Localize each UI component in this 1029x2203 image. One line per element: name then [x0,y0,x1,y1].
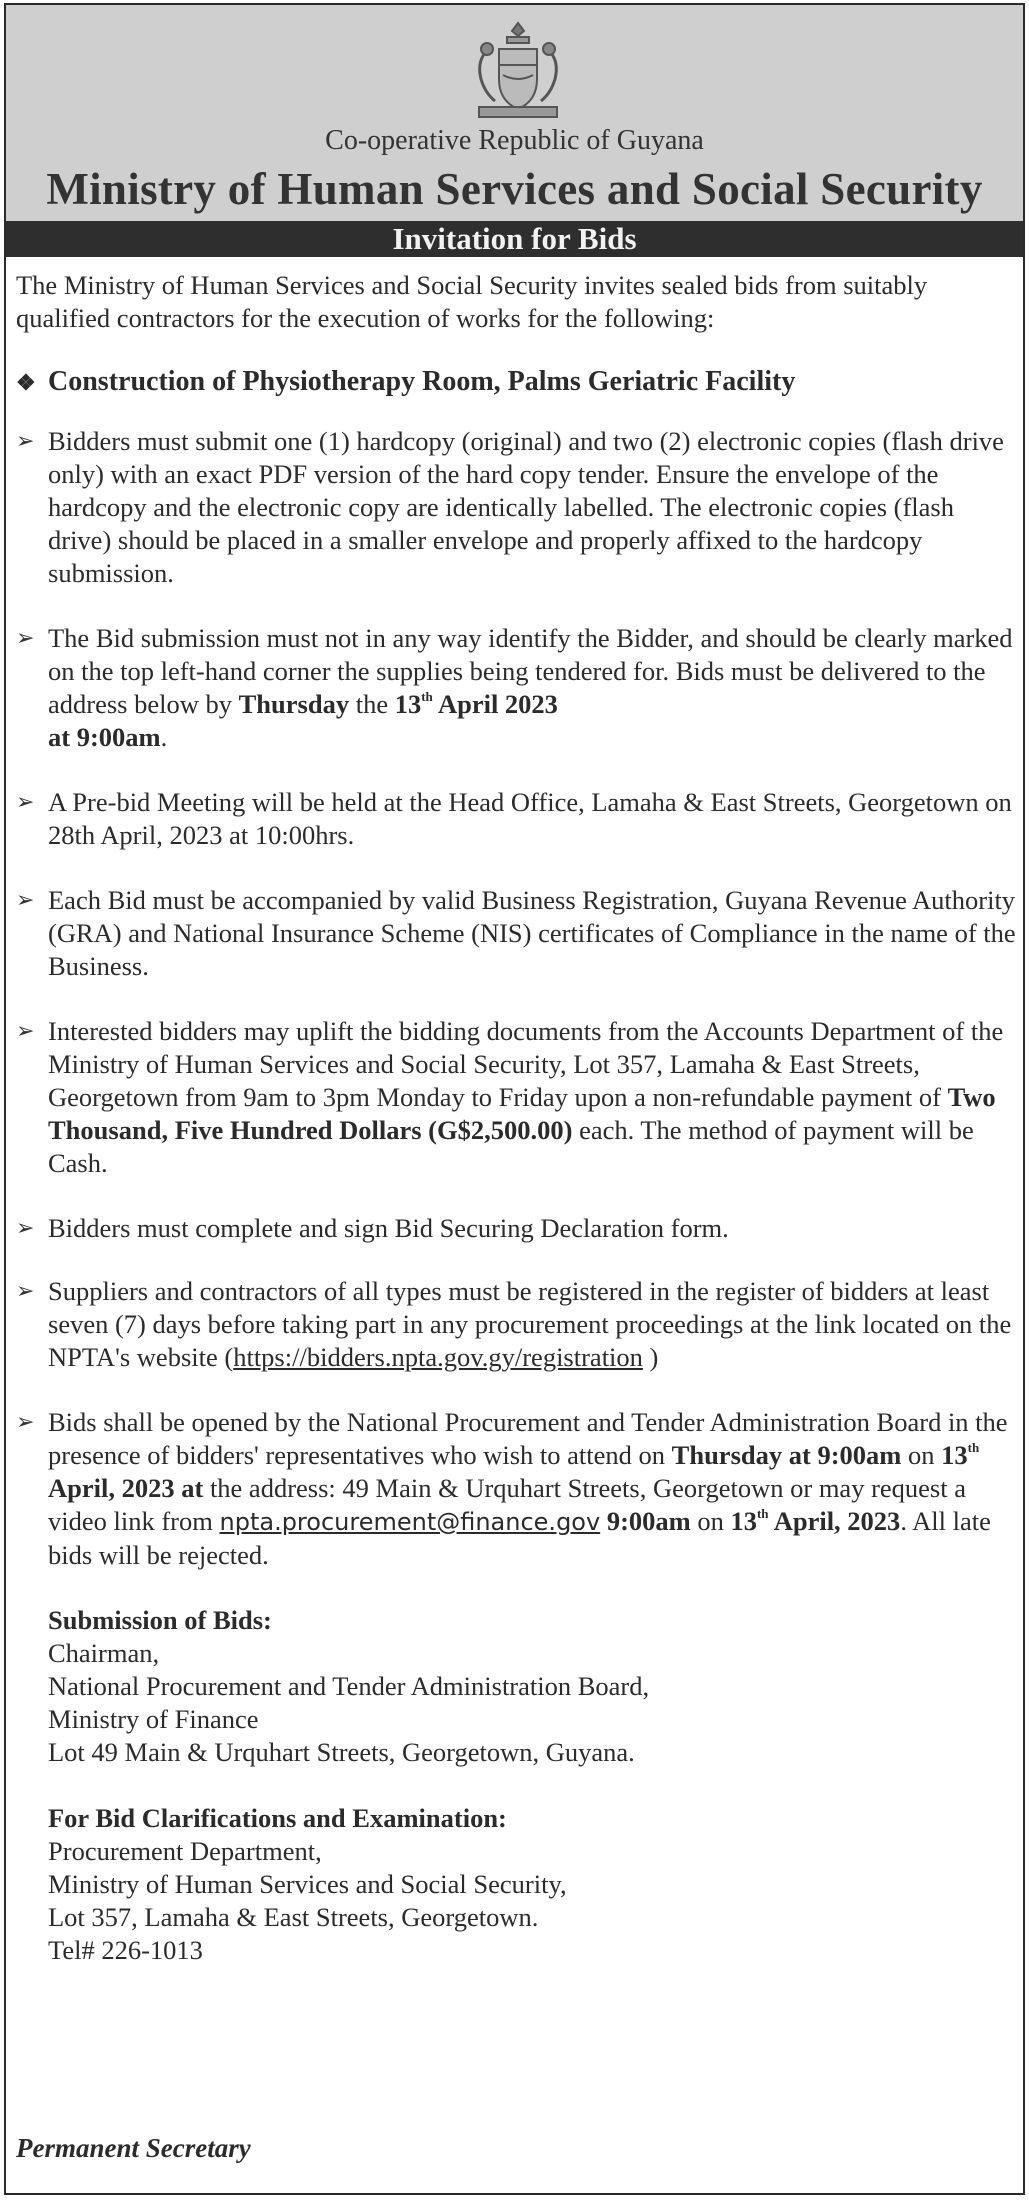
address-line: Chairman, [48,1638,160,1668]
address-line: National Procurement and Tender Administration Board, [48,1671,650,1701]
project-title [16,365,1017,399]
arrow-bullet-icon: ➢ [16,888,35,913]
submission-heading: Submission of Bids: [48,1605,272,1635]
bullet-text: Bids shall be opened by the National Procurement and Tender Administration Board in the presence of bidders' representatives who wish to attend on Thursday at 9:00am on 13th April, 2023 at the address: 49 Main & Urquhart Streets, Georgetown or may request a video link from npta.procurement@finance.gov 9:00am on 13th April, 2023. All late bids will be rejected. [48,1407,1008,1570]
address-line: Lot 357, Lamaha & East Streets, Georgetown. [48,1902,539,1932]
bullet-text: A Pre-bid Meeting will be held at the Head Office, Lamaha & East Streets, Georgetown on 28th April, 2023 at 10:00hrs. [48,787,1012,850]
submission-address [48,1604,1017,1769]
arrow-bullet-icon: ➢ [16,1216,35,1241]
clarification-address [48,1802,1017,1967]
bullet-bidding-documents [16,1015,1017,1180]
intro-paragraph: The Ministry of Human Services and Social Security invites sealed bids from suitably qualified contractors for the execution of works for the following: [16,270,928,333]
arrow-bullet-icon: ➢ [16,626,35,651]
address-line: Lot 49 Main & Urquhart Streets, Georgetown, Guyana. [48,1737,635,1767]
address-line: Ministry of Human Services and Social Security, [48,1869,567,1899]
bullet-registration [16,1275,1017,1374]
bullet-declaration-form [16,1212,1017,1245]
bullet-pre-bid-meeting [16,786,1017,852]
bullet-submission-copies [16,425,1017,590]
notice-header [6,5,1023,221]
bullet-text: Bidders must complete and sign Bid Securing Declaration form. [48,1213,729,1243]
diamond-bullet-icon: ❖ [16,370,36,395]
coat-of-arms-icon [465,19,571,123]
address-line: Procurement Department, [48,1836,322,1866]
arrow-bullet-icon: ➢ [16,1279,35,1304]
arrow-bullet-icon: ➢ [16,429,35,454]
bullet-delivery-deadline [16,622,1017,754]
bullet-text: Bidders must submit one (1) hardcopy (original) and two (2) electronic copies (flash drive only) with an exact PDF version of the hard copy tender. Ensure the envelope of the hardcopy and the electronic copy are identically labelled. The electronic copies (flash drive) should be placed in a smaller envelope and properly affixed to the hardcopy submission. [48,426,1004,588]
bullet-text: Interested bidders may uplift the bidding documents from the Accounts Department of the Ministry of Human Services and Social Security, Lot 357, Lamaha & East Streets, Georgetown from 9am to 3pm Monday to Friday upon a non-refundable payment of Two Thousand, Five Hundred Dollars (G$2,500.00) each. The method of payment will be Cash. [48,1016,1004,1178]
address-line: Ministry of Finance [48,1704,259,1734]
arrow-bullet-icon: ➢ [16,1410,35,1435]
notice-page [4,3,1025,2195]
phone-number: Tel# 226-1013 [48,1935,203,1965]
bullet-bid-opening [16,1406,1017,1572]
notice-body [6,257,1023,1967]
bullet-text: Suppliers and contractors of all types must be registered in the register of bidders at least seven (7) days before taking part in any procurement proceedings at the link located on the NPTA's website (https://bidders.npta.gov.gy/registration ) [48,1276,1012,1372]
arrow-bullet-icon: ➢ [16,1019,35,1044]
republic-name: Co-operative Republic of Guyana [325,125,704,156]
project-name: Construction of Physiotherapy Room, Palms Geriatric Facility [48,366,796,397]
ministry-name: Ministry of Human Services and Social Security [46,164,983,214]
bullet-certificates [16,884,1017,983]
invitation-banner: Invitation for Bids [6,221,1023,257]
bullet-text: The Bid submission must not in any way identify the Bidder, and should be clearly marked on the top left-hand corner the supplies being tendered for. Bids must be delivered to the address below by Thursday the 13th April 2023 at 9:00am. [48,623,1013,752]
clarification-heading: For Bid Clarifications and Examination: [48,1803,507,1833]
arrow-bullet-icon: ➢ [16,790,35,815]
registration-link[interactable]: https://bidders.npta.gov.gy/registration [233,1342,643,1372]
signature-title: Permanent Secretary [16,2133,251,2163]
bullet-text: Each Bid must be accompanied by valid Business Registration, Guyana Revenue Authority (GRA) and National Insurance Scheme (NIS) certificates of Compliance in the name of the Business. [48,885,1016,981]
procurement-email-link[interactable]: npta.procurement@finance.gov [219,1508,601,1536]
